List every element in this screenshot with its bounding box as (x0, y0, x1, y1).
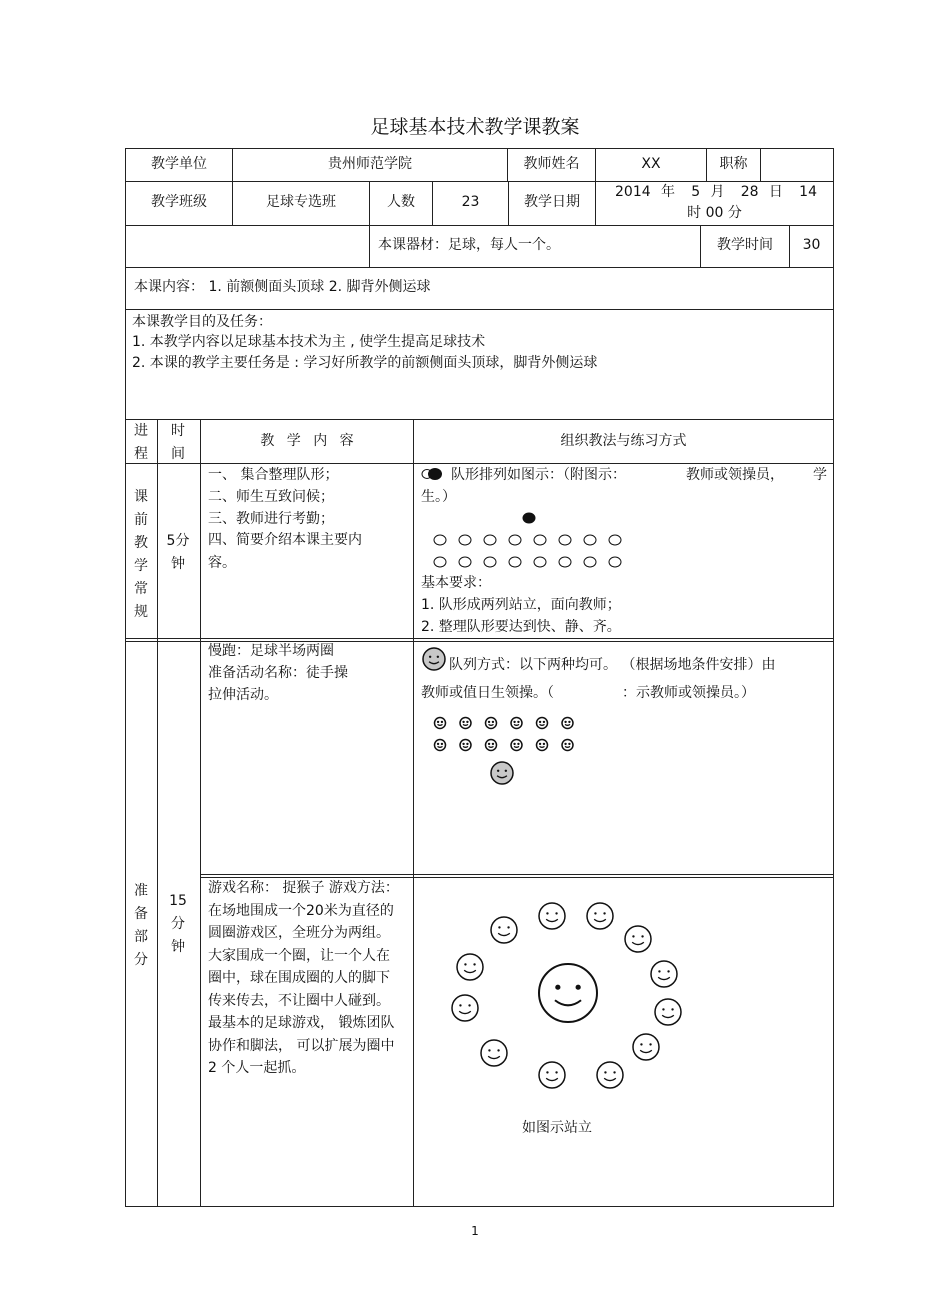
title-rank-label: 职称 (719, 156, 748, 172)
page-title: 足球基本技术教学课教案 (370, 116, 580, 138)
teaching-date-line2: 时 00 分 (687, 205, 742, 221)
column-phase-header: 进程 (134, 423, 148, 462)
column-time-header: 时间 (171, 423, 185, 462)
player-smiley (655, 999, 681, 1025)
formation-method-line-2b: ：示教师或领操员。） (622, 685, 755, 701)
player-smiley (539, 903, 565, 929)
student-count-label: 人数 (387, 194, 415, 210)
section1-phase: 课前教学常规 (134, 489, 148, 620)
player-smiley (481, 1040, 507, 1066)
formation-method-line-1: 队列方式：以下两种均可。 （根据场地条件安排）由 (449, 657, 776, 673)
requirement-2: 2. 整理队形要达到快、静、齐。 (421, 619, 621, 635)
routine-item-3: 三、教师进行考勤； (208, 511, 334, 527)
teacher-name-value: XX (641, 156, 661, 172)
teaching-unit-value: 贵州师范学院 (328, 156, 412, 172)
teaching-date-label: 教学日期 (524, 194, 580, 210)
warmup-line-3: 拉伸活动。 (208, 687, 278, 703)
formation-intro-end: 生。） (421, 489, 456, 505)
player-smiley (651, 961, 677, 987)
lesson-content-line: 本课内容： 1. 前额侧面头顶球 2. 脚背外侧运球 (134, 279, 431, 295)
goals-heading: 本课教学目的及任务： (132, 314, 272, 330)
player-smiley (539, 1062, 565, 1088)
goals-line-1: 1. 本教学内容以足球基本技术为主 , 使学生提高足球技术 (132, 334, 486, 350)
teacher-name-label: 教师姓名 (523, 156, 580, 172)
game-description: 游戏名称： 捉猴子 游戏方法： 在场地围成一个20米为直径的圆圈游戏区，全班分为两组。 大家围成一个圈，让一个人在圈中，球在围成圈的人的脚下传来传去，不让圈中人碰到。最基本的足球游戏， 锻炼团队协作和脚法， 可以扩展为圈中 2 个人一起抓。 (208, 880, 399, 1076)
formation-intro-student: 学 (813, 467, 827, 483)
section2-phase: 准备部分 (134, 883, 148, 968)
player-smiley (633, 1034, 659, 1060)
teaching-time-value: 30 (802, 237, 821, 253)
warmup-line-2: 准备活动名称：徒手操 (208, 665, 348, 681)
routine-item-2: 二、师生互致问候； (208, 489, 334, 505)
goals-line-2: 2. 本课的教学主要任务是 : 学习好所教学的前额侧面头顶球，脚背外侧运球 (132, 355, 598, 371)
warmup-line-1: 慢跑：足球半场两圈 (208, 643, 334, 659)
formation-intro-teacher: 教师或领操员， (686, 467, 784, 483)
equipment-note: 本课器材：足球，每人一个。 (378, 237, 560, 253)
player-smiley (491, 917, 517, 943)
player-smiley (452, 995, 478, 1021)
routine-item-1: 一、 集合整理队形； (208, 467, 339, 483)
catcher-smiley (539, 964, 597, 1022)
formation-intro: 队形排列如图示：（附图示： (451, 467, 626, 483)
player-smiley (597, 1062, 623, 1088)
page-number: 1 (471, 1224, 479, 1238)
column-method-header: 组织教法与练习方式 (560, 433, 687, 449)
student-count-value: 23 (461, 194, 480, 210)
requirement-1: 1. 队形成两列站立，面向教师； (421, 597, 621, 613)
teaching-date-line1: 2014 年 5 月 28 日 14 (615, 184, 817, 200)
teaching-class-value: 足球专选班 (266, 194, 336, 210)
player-smiley (587, 903, 613, 929)
routine-item-4: 四、简要介绍本课主要内容。 (208, 532, 362, 571)
player-smiley (625, 926, 651, 952)
teaching-time-label: 教学时间 (717, 237, 773, 253)
teaching-unit-label: 教学单位 (151, 156, 207, 172)
circle-caption: 如图示站立 (522, 1120, 592, 1136)
column-content-header: 教 学 内 容 (260, 433, 354, 449)
player-smiley (457, 954, 483, 980)
requirements-heading: 基本要求： (421, 575, 491, 591)
teaching-class-label: 教学班级 (151, 194, 207, 210)
section2-time: 15分钟 (169, 893, 187, 955)
section1-time: 5分钟 (166, 533, 190, 572)
formation-method-line-2: 教师或值日生领操。（ (421, 685, 554, 701)
